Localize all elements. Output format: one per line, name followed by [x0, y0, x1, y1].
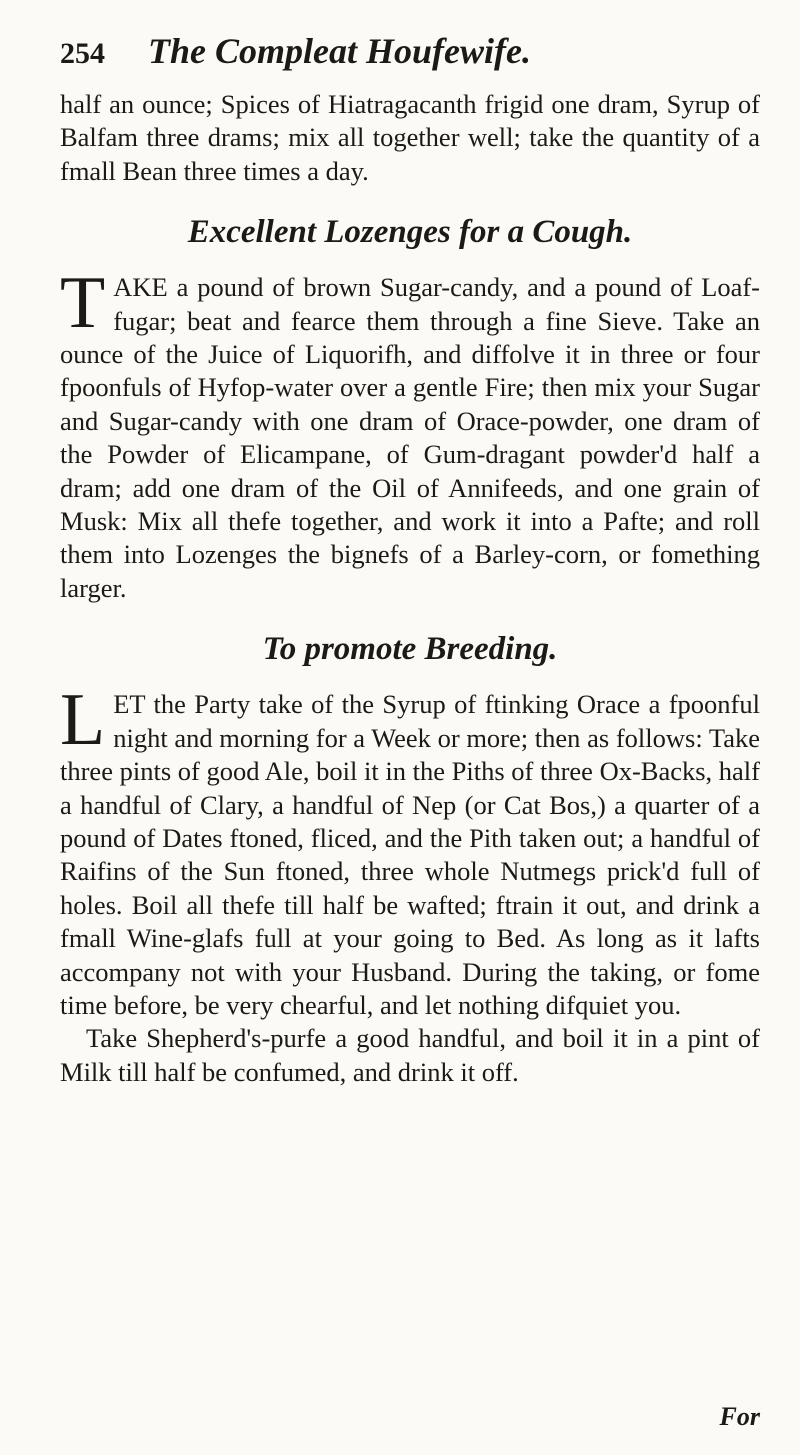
recipe-heading-breeding: To promote Breeding. [262, 631, 558, 668]
page-number: 254 [60, 37, 105, 70]
catchword: For [719, 1402, 760, 1431]
running-head [60, 30, 760, 88]
recipe-text-lozenges: AKE a pound of brown Sugar-candy, and a pound of Loaf-fugar; beat and fearce them through a fine Sieve. Take an ounce of the Juice of Liquorifh, and diffolve it in three or four fpoonfuls of Hyfop-water over a gentle Fire; then mix your Sugar and Sugar-candy with one dram of Orace-powder, one dram of the Powder of Elicampane, of Gum-dragant powder'd half a dram; add one dram of the Oil of Annifeeds, and one grain of Musk: Mix all thefe together, and work it into a Pafte; and roll them into Lozenges the bignefs of a Barley-corn, or fomething larger. [60, 272, 760, 603]
recipe-heading-lozenges: Excellent Lozenges for a Cough. [187, 214, 633, 251]
running-title: The Compleat Houfewife. [148, 31, 531, 71]
drop-capital: L [60, 679, 106, 762]
drop-capital: T [60, 262, 106, 345]
continuation-paragraph: half an ounce; Spices of Hiatragacanth frigid one dram, Syrup of Balfam three drams; mix all together well; take the quantity of a fmall Bean three times a day. [60, 89, 760, 186]
recipe-body-lozenges [60, 262, 760, 605]
recipe-shepherds-purse: Take Shepherd's-purfe a good handful, and boil it in a pint of Milk till half be confumed, and drink it off. [60, 1023, 760, 1087]
recipe-body-breeding [60, 679, 760, 1022]
recipe-text-breeding: ET the Party take of the Syrup of ftinking Orace a fpoonful night and morning for a Week or more; then as follows: Take three pints of good Ale, boil it in the Piths of three Ox-Backs, half a handful of Clary, a handful of Nep (or Cat Bos,) a quarter of a pound of Dates ftoned, fliced, and the Pith taken out; a handful of Raifins of the Sun ftoned, three whole Nutmegs prick'd full of holes. Boil all thefe till half be wafted; ftrain it out, and drink a fmall Wine-glafs full at your going to Bed. As long as it lafts accompany not with your Husband. During the taking, or fome time before, be very chearful, and let nothing difquiet you. [60, 689, 760, 1020]
